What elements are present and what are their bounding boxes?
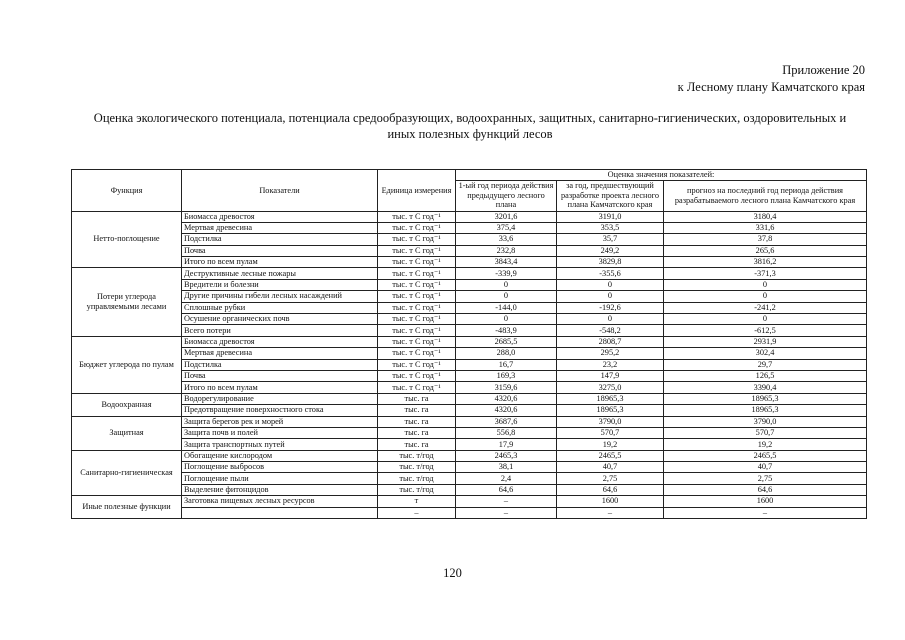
indicator-cell: Всего потери	[182, 325, 378, 336]
indicator-cell: Поглощение выбросов	[182, 462, 378, 473]
table-row	[72, 325, 867, 336]
table-row	[72, 211, 867, 222]
indicator-cell: Почва	[182, 370, 378, 381]
unit-cell: тыс. т С год⁻¹	[378, 359, 456, 370]
value-col3-cell: -371,3	[664, 268, 867, 279]
indicator-cell: Поглощение пыли	[182, 473, 378, 484]
header-unit: Единица измерения	[378, 170, 456, 212]
value-col2-cell: 2465,5	[557, 450, 664, 461]
appendix-number: Приложение 20	[782, 63, 865, 77]
document-title	[70, 110, 870, 142]
value-col1-cell: -339,9	[456, 268, 557, 279]
unit-cell: –	[378, 507, 456, 518]
table-row	[72, 439, 867, 450]
indicator-cell: Заготовка пищевых лесных ресурсов	[182, 496, 378, 507]
value-col1-cell: 2685,5	[456, 336, 557, 347]
table-row	[72, 370, 867, 381]
value-col2-cell: 40,7	[557, 462, 664, 473]
value-col3-cell: 0	[664, 314, 867, 325]
value-col1-cell: 232,8	[456, 245, 557, 256]
header-col1: 1-ый год периода действия предыдущего лесного плана	[456, 180, 557, 211]
value-col2-cell: -355,6	[557, 268, 664, 279]
table-row	[72, 268, 867, 279]
value-col2-cell: 353,5	[557, 222, 664, 233]
unit-cell: тыс. т С год⁻¹	[378, 222, 456, 233]
header-indicators: Показатели	[182, 170, 378, 212]
unit-cell: тыс. т/год	[378, 450, 456, 461]
function-cell: Водоохранная	[72, 393, 182, 416]
value-col1-cell: 556,8	[456, 427, 557, 438]
table-row	[72, 222, 867, 233]
indicator-cell: Защита берегов рек и морей	[182, 416, 378, 427]
value-col1-cell: 17,9	[456, 439, 557, 450]
function-cell: Санитарно-гигиеническая	[72, 450, 182, 496]
unit-cell: тыс. т С год⁻¹	[378, 279, 456, 290]
function-cell: Нетто-поглощение	[72, 211, 182, 268]
indicator-cell: Мертвая древесина	[182, 222, 378, 233]
value-col2-cell: 35,7	[557, 234, 664, 245]
value-col3-cell: 331,6	[664, 222, 867, 233]
unit-cell: тыс. га	[378, 416, 456, 427]
value-col3-cell: 2465,5	[664, 450, 867, 461]
indicator-cell: Итого по всем пулам	[182, 257, 378, 268]
header-row-1	[72, 170, 867, 181]
value-col3-cell: 302,4	[664, 348, 867, 359]
value-col3-cell: 18965,3	[664, 405, 867, 416]
indicator-cell: Сплошные рубки	[182, 302, 378, 313]
value-col1-cell: 2,4	[456, 473, 557, 484]
header-function: Функция	[72, 170, 182, 212]
table-row	[72, 382, 867, 393]
value-col2-cell: 249,2	[557, 245, 664, 256]
function-cell: Потери углерода управляемыми лесами	[72, 268, 182, 336]
unit-cell: тыс. т/год	[378, 473, 456, 484]
value-col1-cell: 4320,6	[456, 393, 557, 404]
table-row	[72, 484, 867, 495]
table-row	[72, 393, 867, 404]
table-row	[72, 348, 867, 359]
function-cell: Бюджет углерода по пулам	[72, 336, 182, 393]
indicator-cell: Другие причины гибели лесных насаждений	[182, 291, 378, 302]
value-col3-cell: 1600	[664, 496, 867, 507]
unit-cell: тыс. т С год⁻¹	[378, 245, 456, 256]
unit-cell: тыс. т С год⁻¹	[378, 336, 456, 347]
table-row	[72, 314, 867, 325]
value-col2-cell: 147,9	[557, 370, 664, 381]
indicator-cell: Водорегулирование	[182, 393, 378, 404]
indicator-cell: Итого по всем пулам	[182, 382, 378, 393]
value-col2-cell: 3790,0	[557, 416, 664, 427]
unit-cell: тыс. т С год⁻¹	[378, 325, 456, 336]
value-col1-cell: –	[456, 507, 557, 518]
value-col2-cell: 3191,0	[557, 211, 664, 222]
value-col3-cell: 19,2	[664, 439, 867, 450]
indicator-cell: Вредители и болезни	[182, 279, 378, 290]
value-col3-cell: –	[664, 507, 867, 518]
table-row	[72, 416, 867, 427]
value-col1-cell: 2465,3	[456, 450, 557, 461]
value-col3-cell: -241,2	[664, 302, 867, 313]
value-col2-cell: -548,2	[557, 325, 664, 336]
indicator-cell: Биомасса древостоя	[182, 211, 378, 222]
value-col2-cell: 3275,0	[557, 382, 664, 393]
value-col3-cell: 18965,3	[664, 393, 867, 404]
value-col3-cell: 29,7	[664, 359, 867, 370]
table-body	[72, 211, 867, 519]
header-col2: за год, предшествующий разработке проекта лесного плана Камчатского края	[557, 180, 664, 211]
header-evaluation: Оценка значения показателей:	[456, 170, 867, 181]
unit-cell: тыс. га	[378, 393, 456, 404]
table-row	[72, 427, 867, 438]
value-col2-cell: –	[557, 507, 664, 518]
table-row	[72, 245, 867, 256]
value-col2-cell: 18965,3	[557, 405, 664, 416]
indicator-cell: Выделение фитонцидов	[182, 484, 378, 495]
unit-cell: тыс. т С год⁻¹	[378, 291, 456, 302]
unit-cell: тыс. т С год⁻¹	[378, 314, 456, 325]
value-col1-cell: 0	[456, 291, 557, 302]
indicator-cell: Осушение органических почв	[182, 314, 378, 325]
function-cell: Защитная	[72, 416, 182, 450]
value-col2-cell: 0	[557, 314, 664, 325]
table-row	[72, 405, 867, 416]
table-row	[72, 496, 867, 507]
value-col2-cell: 295,2	[557, 348, 664, 359]
unit-cell: тыс. т С год⁻¹	[378, 234, 456, 245]
value-col3-cell: 3790,0	[664, 416, 867, 427]
indicator-cell: Деструктивные лесные пожары	[182, 268, 378, 279]
table-row	[72, 336, 867, 347]
indicator-cell: Подстилка	[182, 234, 378, 245]
indicator-cell: Мертвая древесина	[182, 348, 378, 359]
indicator-cell: Предотвращение поверхностного стока	[182, 405, 378, 416]
unit-cell: тыс. га	[378, 439, 456, 450]
value-col3-cell: -612,5	[664, 325, 867, 336]
value-col2-cell: 570,7	[557, 427, 664, 438]
indicator-cell: Защита транспортных путей	[182, 439, 378, 450]
unit-cell: тыс. т/год	[378, 462, 456, 473]
value-col2-cell: 2808,7	[557, 336, 664, 347]
header-col3: прогноз на последний год периода действия разрабатываемого лесного плана Камчатского края	[664, 180, 867, 211]
table-row	[72, 359, 867, 370]
value-col2-cell: -192,6	[557, 302, 664, 313]
value-col2-cell: 19,2	[557, 439, 664, 450]
value-col1-cell: 3159,6	[456, 382, 557, 393]
value-col1-cell: 375,4	[456, 222, 557, 233]
table-row	[72, 291, 867, 302]
value-col1-cell: 16,7	[456, 359, 557, 370]
value-col2-cell: 3829,8	[557, 257, 664, 268]
indicator-cell: Подстилка	[182, 359, 378, 370]
value-col3-cell: 3180,4	[664, 211, 867, 222]
table-row	[72, 234, 867, 245]
appendix-reference: к Лесному плану Камчатского края	[677, 80, 865, 94]
value-col2-cell: 0	[557, 291, 664, 302]
title-line-2: иных полезных функций лесов	[387, 127, 553, 141]
indicator-cell: Почва	[182, 245, 378, 256]
indicator-cell: Обогащение кислородом	[182, 450, 378, 461]
value-col3-cell: 0	[664, 279, 867, 290]
value-col1-cell: 0	[456, 279, 557, 290]
value-col1-cell: -483,9	[456, 325, 557, 336]
unit-cell: тыс. т С год⁻¹	[378, 370, 456, 381]
appendix-header	[678, 62, 865, 96]
function-cell: Иные полезные функции	[72, 496, 182, 519]
unit-cell: тыс. га	[378, 427, 456, 438]
unit-cell: т	[378, 496, 456, 507]
value-col3-cell: 265,6	[664, 245, 867, 256]
value-col3-cell: 2931,9	[664, 336, 867, 347]
indicator-cell: Биомасса древостоя	[182, 336, 378, 347]
unit-cell: тыс. т/год	[378, 484, 456, 495]
value-col1-cell: 0	[456, 314, 557, 325]
value-col2-cell: 23,2	[557, 359, 664, 370]
value-col1-cell: –	[456, 496, 557, 507]
value-col1-cell: 33,6	[456, 234, 557, 245]
value-col3-cell: 37,8	[664, 234, 867, 245]
value-col1-cell: 64,6	[456, 484, 557, 495]
value-col1-cell: 3687,6	[456, 416, 557, 427]
value-col3-cell: 126,5	[664, 370, 867, 381]
unit-cell: тыс. т С год⁻¹	[378, 268, 456, 279]
unit-cell: тыс. т С год⁻¹	[378, 382, 456, 393]
unit-cell: тыс. т С год⁻¹	[378, 257, 456, 268]
value-col1-cell: 4320,6	[456, 405, 557, 416]
indicator-cell: Защита почв и полей	[182, 427, 378, 438]
table-row	[72, 507, 867, 518]
value-col2-cell: 18965,3	[557, 393, 664, 404]
value-col3-cell: 40,7	[664, 462, 867, 473]
value-col2-cell: 64,6	[557, 484, 664, 495]
value-col3-cell: 2,75	[664, 473, 867, 484]
title-line-1: Оценка экологического потенциала, потенциала средообразующих, водоохранных, защитных, санитарно-гигиенических, оздоровительных и	[93, 111, 847, 125]
value-col3-cell: 3816,2	[664, 257, 867, 268]
table-row	[72, 450, 867, 461]
value-col1-cell: -144,0	[456, 302, 557, 313]
value-col2-cell: 0	[557, 279, 664, 290]
value-col1-cell: 3843,4	[456, 257, 557, 268]
unit-cell: тыс. т С год⁻¹	[378, 348, 456, 359]
table-row	[72, 473, 867, 484]
value-col3-cell: 3390,4	[664, 382, 867, 393]
table-row	[72, 279, 867, 290]
value-col3-cell: 64,6	[664, 484, 867, 495]
evaluation-table	[71, 169, 867, 519]
indicator-cell	[182, 507, 378, 518]
unit-cell: тыс. т С год⁻¹	[378, 302, 456, 313]
unit-cell: тыс. т С год⁻¹	[378, 211, 456, 222]
table-row	[72, 257, 867, 268]
value-col1-cell: 3201,6	[456, 211, 557, 222]
unit-cell: тыс. га	[378, 405, 456, 416]
page-number: 120	[443, 566, 462, 580]
value-col3-cell: 570,7	[664, 427, 867, 438]
value-col2-cell: 2,75	[557, 473, 664, 484]
value-col2-cell: 1600	[557, 496, 664, 507]
table-row	[72, 462, 867, 473]
value-col1-cell: 288,0	[456, 348, 557, 359]
value-col1-cell: 38,1	[456, 462, 557, 473]
value-col1-cell: 169,3	[456, 370, 557, 381]
table-row	[72, 302, 867, 313]
value-col3-cell: 0	[664, 291, 867, 302]
